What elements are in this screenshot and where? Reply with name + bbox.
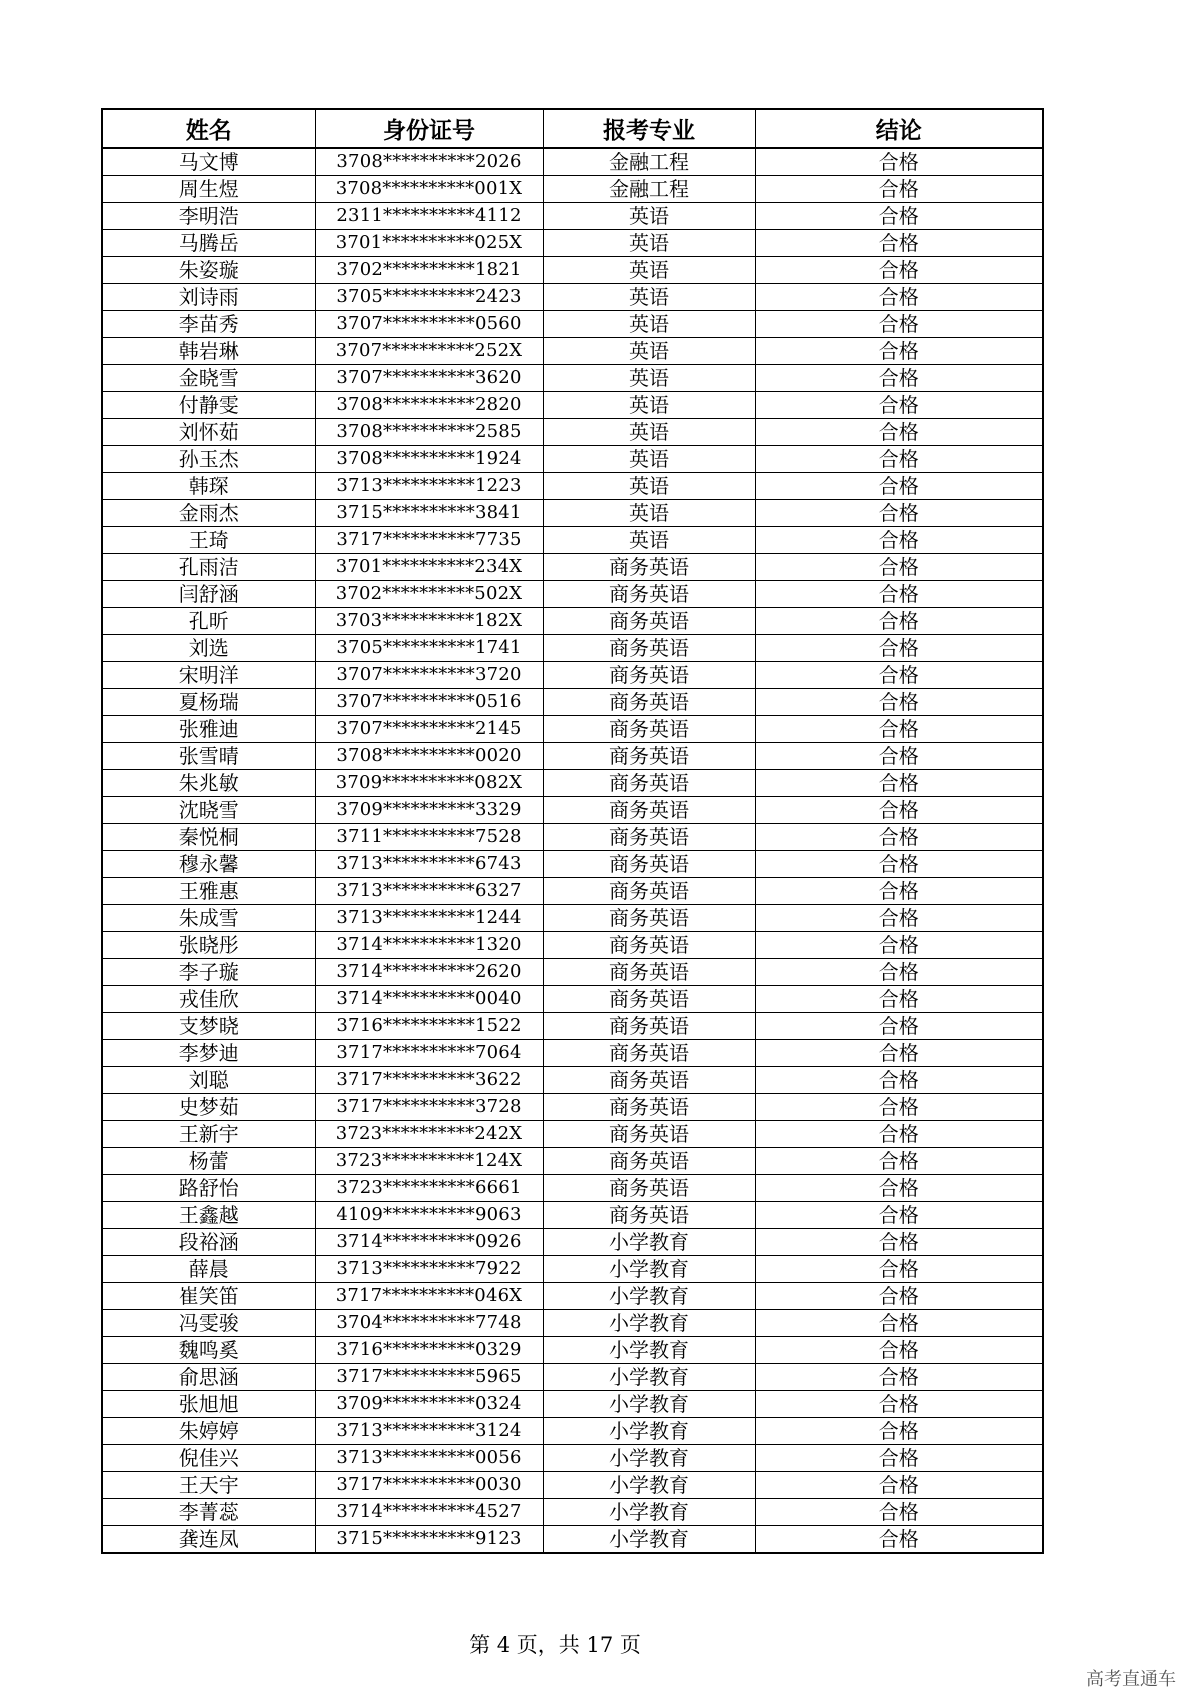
table-row [102, 1499, 1043, 1526]
cell-id-number: 3714**********1320 [315, 932, 543, 959]
table-row [102, 1040, 1043, 1067]
cell-conclusion: 合格 [755, 635, 1043, 662]
table-row [102, 1175, 1043, 1202]
cell-id-number: 3713**********1244 [315, 905, 543, 932]
cell-id-number: 3705**********2423 [315, 284, 543, 311]
header-id-number: 身份证号 [315, 109, 543, 148]
cell-major: 小学教育 [543, 1526, 755, 1554]
table-row [102, 1148, 1043, 1175]
cell-name: 李明浩 [102, 203, 315, 230]
cell-name: 崔笑笛 [102, 1283, 315, 1310]
cell-major: 商务英语 [543, 743, 755, 770]
cell-name: 周生煜 [102, 176, 315, 203]
table-row [102, 1526, 1043, 1554]
table-row [102, 959, 1043, 986]
cell-id-number: 3723**********6661 [315, 1175, 543, 1202]
cell-conclusion: 合格 [755, 797, 1043, 824]
cell-id-number: 3717**********046X [315, 1283, 543, 1310]
cell-major: 英语 [543, 446, 755, 473]
table-row [102, 743, 1043, 770]
cell-id-number: 3717**********0030 [315, 1472, 543, 1499]
cell-name: 夏杨瑞 [102, 689, 315, 716]
cell-major: 商务英语 [543, 986, 755, 1013]
cell-name: 戎佳欣 [102, 986, 315, 1013]
table-row [102, 1364, 1043, 1391]
cell-name: 马文博 [102, 148, 315, 176]
cell-id-number: 3707**********0560 [315, 311, 543, 338]
cell-name: 马腾岳 [102, 230, 315, 257]
cell-conclusion: 合格 [755, 1364, 1043, 1391]
table-row [102, 932, 1043, 959]
cell-id-number: 3714**********2620 [315, 959, 543, 986]
watermark: 高考直通车 [1086, 1669, 1176, 1690]
cell-id-number: 3704**********7748 [315, 1310, 543, 1337]
cell-name: 魏鸣奚 [102, 1337, 315, 1364]
cell-name: 孔雨洁 [102, 554, 315, 581]
cell-major: 英语 [543, 284, 755, 311]
cell-id-number: 3703**********182X [315, 608, 543, 635]
cell-name: 宋明洋 [102, 662, 315, 689]
cell-conclusion: 合格 [755, 284, 1043, 311]
cell-conclusion: 合格 [755, 500, 1043, 527]
cell-id-number: 3702**********502X [315, 581, 543, 608]
cell-id-number: 3705**********1741 [315, 635, 543, 662]
cell-major: 英语 [543, 527, 755, 554]
cell-name: 李子璇 [102, 959, 315, 986]
cell-conclusion: 合格 [755, 1445, 1043, 1472]
cell-major: 商务英语 [543, 1175, 755, 1202]
cell-major: 商务英语 [543, 716, 755, 743]
cell-conclusion: 合格 [755, 1337, 1043, 1364]
table-row [102, 338, 1043, 365]
cell-name: 王新宇 [102, 1121, 315, 1148]
cell-id-number: 3707**********2145 [315, 716, 543, 743]
cell-major: 商务英语 [543, 1121, 755, 1148]
cell-major: 商务英语 [543, 635, 755, 662]
cell-conclusion: 合格 [755, 743, 1043, 770]
cell-major: 英语 [543, 365, 755, 392]
cell-name: 龚连凤 [102, 1526, 315, 1554]
cell-conclusion: 合格 [755, 689, 1043, 716]
table-row [102, 608, 1043, 635]
table-row [102, 1067, 1043, 1094]
table-row [102, 824, 1043, 851]
cell-major: 小学教育 [543, 1283, 755, 1310]
cell-major: 商务英语 [543, 1040, 755, 1067]
cell-id-number: 3709**********3329 [315, 797, 543, 824]
cell-conclusion: 合格 [755, 1148, 1043, 1175]
cell-name: 闫舒涵 [102, 581, 315, 608]
cell-id-number: 3709**********082X [315, 770, 543, 797]
cell-name: 沈晓雪 [102, 797, 315, 824]
table-row [102, 527, 1043, 554]
cell-conclusion: 合格 [755, 419, 1043, 446]
cell-id-number: 3701**********025X [315, 230, 543, 257]
cell-conclusion: 合格 [755, 770, 1043, 797]
cell-major: 小学教育 [543, 1418, 755, 1445]
table-row [102, 662, 1043, 689]
cell-id-number: 3715**********3841 [315, 500, 543, 527]
table-row [102, 689, 1043, 716]
cell-name: 王鑫越 [102, 1202, 315, 1229]
cell-major: 商务英语 [543, 824, 755, 851]
table-row [102, 635, 1043, 662]
table-row [102, 1256, 1043, 1283]
cell-major: 小学教育 [543, 1310, 755, 1337]
cell-major: 商务英语 [543, 932, 755, 959]
cell-major: 商务英语 [543, 1067, 755, 1094]
cell-id-number: 3717**********3728 [315, 1094, 543, 1121]
page-number: 第 4 页，共 17 页 [469, 1633, 641, 1657]
table-row [102, 1283, 1043, 1310]
header-conclusion: 结论 [755, 109, 1043, 148]
table-row [102, 311, 1043, 338]
cell-major: 英语 [543, 257, 755, 284]
table-row [102, 230, 1043, 257]
cell-id-number: 3702**********1821 [315, 257, 543, 284]
cell-id-number: 3714**********0926 [315, 1229, 543, 1256]
cell-major: 商务英语 [543, 608, 755, 635]
cell-major: 商务英语 [543, 905, 755, 932]
cell-major: 商务英语 [543, 1202, 755, 1229]
cell-conclusion: 合格 [755, 1094, 1043, 1121]
cell-major: 商务英语 [543, 959, 755, 986]
cell-id-number: 4109**********9063 [315, 1202, 543, 1229]
table-row [102, 148, 1043, 176]
table-row [102, 365, 1043, 392]
cell-name: 韩岩琳 [102, 338, 315, 365]
table-row [102, 1337, 1043, 1364]
cell-conclusion: 合格 [755, 1526, 1043, 1554]
cell-major: 小学教育 [543, 1337, 755, 1364]
cell-id-number: 3713**********0056 [315, 1445, 543, 1472]
table-body [102, 148, 1043, 1553]
cell-conclusion: 合格 [755, 311, 1043, 338]
cell-name: 张旭旭 [102, 1391, 315, 1418]
cell-id-number: 3707**********252X [315, 338, 543, 365]
cell-id-number: 3713**********6743 [315, 851, 543, 878]
table-row [102, 284, 1043, 311]
cell-major: 商务英语 [543, 1013, 755, 1040]
cell-conclusion: 合格 [755, 1283, 1043, 1310]
header-name: 姓名 [102, 109, 315, 148]
cell-conclusion: 合格 [755, 1013, 1043, 1040]
cell-id-number: 3715**********9123 [315, 1526, 543, 1554]
cell-id-number: 3709**********0324 [315, 1391, 543, 1418]
cell-name: 张雪晴 [102, 743, 315, 770]
cell-major: 小学教育 [543, 1445, 755, 1472]
cell-conclusion: 合格 [755, 1229, 1043, 1256]
cell-name: 孔昕 [102, 608, 315, 635]
cell-name: 段裕涵 [102, 1229, 315, 1256]
cell-major: 英语 [543, 500, 755, 527]
cell-name: 韩琛 [102, 473, 315, 500]
cell-conclusion: 合格 [755, 392, 1043, 419]
table-row [102, 1094, 1043, 1121]
cell-major: 商务英语 [543, 851, 755, 878]
cell-conclusion: 合格 [755, 257, 1043, 284]
cell-name: 刘诗雨 [102, 284, 315, 311]
cell-id-number: 3717**********7735 [315, 527, 543, 554]
cell-conclusion: 合格 [755, 959, 1043, 986]
table-row [102, 797, 1043, 824]
table-row [102, 446, 1043, 473]
cell-id-number: 3708**********2820 [315, 392, 543, 419]
cell-major: 商务英语 [543, 1094, 755, 1121]
cell-id-number: 3708**********0020 [315, 743, 543, 770]
cell-id-number: 3714**********0040 [315, 986, 543, 1013]
cell-major: 英语 [543, 230, 755, 257]
cell-name: 朱成雪 [102, 905, 315, 932]
cell-major: 金融工程 [543, 148, 755, 176]
cell-major: 小学教育 [543, 1364, 755, 1391]
cell-name: 张雅迪 [102, 716, 315, 743]
cell-conclusion: 合格 [755, 338, 1043, 365]
cell-name: 俞思涵 [102, 1364, 315, 1391]
cell-conclusion: 合格 [755, 932, 1043, 959]
cell-conclusion: 合格 [755, 662, 1043, 689]
table-row [102, 473, 1043, 500]
cell-id-number: 2311**********4112 [315, 203, 543, 230]
cell-conclusion: 合格 [755, 527, 1043, 554]
cell-name: 王天宇 [102, 1472, 315, 1499]
cell-name: 朱兆敏 [102, 770, 315, 797]
table-row [102, 176, 1043, 203]
cell-conclusion: 合格 [755, 148, 1043, 176]
cell-major: 金融工程 [543, 176, 755, 203]
cell-name: 刘聪 [102, 1067, 315, 1094]
cell-id-number: 3716**********1522 [315, 1013, 543, 1040]
cell-name: 金雨杰 [102, 500, 315, 527]
cell-name: 张晓彤 [102, 932, 315, 959]
cell-id-number: 3707**********3720 [315, 662, 543, 689]
table-row [102, 500, 1043, 527]
cell-conclusion: 合格 [755, 203, 1043, 230]
cell-conclusion: 合格 [755, 1121, 1043, 1148]
cell-id-number: 3707**********3620 [315, 365, 543, 392]
cell-conclusion: 合格 [755, 554, 1043, 581]
cell-major: 英语 [543, 311, 755, 338]
cell-id-number: 3717**********7064 [315, 1040, 543, 1067]
cell-name: 刘怀茹 [102, 419, 315, 446]
cell-conclusion: 合格 [755, 365, 1043, 392]
cell-name: 史梦茹 [102, 1094, 315, 1121]
table-row [102, 1013, 1043, 1040]
cell-conclusion: 合格 [755, 1499, 1043, 1526]
cell-conclusion: 合格 [755, 581, 1043, 608]
cell-id-number: 3723**********124X [315, 1148, 543, 1175]
cell-conclusion: 合格 [755, 1175, 1043, 1202]
results-table [101, 108, 1044, 1554]
cell-major: 商务英语 [543, 797, 755, 824]
cell-id-number: 3723**********242X [315, 1121, 543, 1148]
cell-conclusion: 合格 [755, 1067, 1043, 1094]
cell-name: 冯雯骏 [102, 1310, 315, 1337]
cell-major: 英语 [543, 419, 755, 446]
table-row [102, 986, 1043, 1013]
cell-major: 商务英语 [543, 878, 755, 905]
cell-major: 英语 [543, 473, 755, 500]
cell-name: 路舒怡 [102, 1175, 315, 1202]
cell-conclusion: 合格 [755, 905, 1043, 932]
table-row [102, 878, 1043, 905]
cell-major: 小学教育 [543, 1256, 755, 1283]
cell-major: 英语 [543, 338, 755, 365]
cell-id-number: 3717**********5965 [315, 1364, 543, 1391]
cell-name: 支梦晓 [102, 1013, 315, 1040]
table-row [102, 1445, 1043, 1472]
cell-major: 英语 [543, 392, 755, 419]
cell-conclusion: 合格 [755, 1418, 1043, 1445]
cell-id-number: 3708**********2585 [315, 419, 543, 446]
table-row [102, 203, 1043, 230]
cell-id-number: 3717**********3622 [315, 1067, 543, 1094]
table-row [102, 419, 1043, 446]
cell-conclusion: 合格 [755, 176, 1043, 203]
table-row [102, 581, 1043, 608]
cell-conclusion: 合格 [755, 824, 1043, 851]
table-row [102, 1229, 1043, 1256]
table-row [102, 257, 1043, 284]
cell-conclusion: 合格 [755, 230, 1043, 257]
cell-conclusion: 合格 [755, 851, 1043, 878]
cell-conclusion: 合格 [755, 1040, 1043, 1067]
cell-name: 薛晨 [102, 1256, 315, 1283]
cell-name: 朱姿璇 [102, 257, 315, 284]
header-row [102, 109, 1043, 148]
cell-major: 商务英语 [543, 770, 755, 797]
table-row [102, 905, 1043, 932]
cell-conclusion: 合格 [755, 716, 1043, 743]
cell-name: 倪佳兴 [102, 1445, 315, 1472]
cell-id-number: 3711**********7528 [315, 824, 543, 851]
cell-conclusion: 合格 [755, 1256, 1043, 1283]
header-major: 报考专业 [543, 109, 755, 148]
cell-id-number: 3713**********7922 [315, 1256, 543, 1283]
cell-conclusion: 合格 [755, 473, 1043, 500]
cell-name: 刘选 [102, 635, 315, 662]
cell-name: 朱婷婷 [102, 1418, 315, 1445]
cell-id-number: 3701**********234X [315, 554, 543, 581]
cell-id-number: 3707**********0516 [315, 689, 543, 716]
cell-id-number: 3713**********6327 [315, 878, 543, 905]
cell-major: 小学教育 [543, 1229, 755, 1256]
cell-name: 李梦迪 [102, 1040, 315, 1067]
cell-name: 付静雯 [102, 392, 315, 419]
cell-id-number: 3713**********3124 [315, 1418, 543, 1445]
cell-id-number: 3714**********4527 [315, 1499, 543, 1526]
table-row [102, 1391, 1043, 1418]
cell-major: 商务英语 [543, 581, 755, 608]
cell-major: 商务英语 [543, 1148, 755, 1175]
cell-conclusion: 合格 [755, 878, 1043, 905]
cell-major: 商务英语 [543, 554, 755, 581]
cell-id-number: 3713**********1223 [315, 473, 543, 500]
cell-id-number: 3716**********0329 [315, 1337, 543, 1364]
cell-conclusion: 合格 [755, 446, 1043, 473]
cell-name: 穆永馨 [102, 851, 315, 878]
table-row [102, 1472, 1043, 1499]
cell-conclusion: 合格 [755, 1310, 1043, 1337]
cell-name: 孙玉杰 [102, 446, 315, 473]
cell-name: 王琦 [102, 527, 315, 554]
table-row [102, 1418, 1043, 1445]
cell-id-number: 3708**********001X [315, 176, 543, 203]
table-row [102, 770, 1043, 797]
table-row [102, 392, 1043, 419]
cell-name: 杨蕾 [102, 1148, 315, 1175]
cell-id-number: 3708**********2026 [315, 148, 543, 176]
table-row [102, 1121, 1043, 1148]
cell-major: 小学教育 [543, 1391, 755, 1418]
cell-conclusion: 合格 [755, 986, 1043, 1013]
table-row [102, 851, 1043, 878]
cell-name: 秦悦桐 [102, 824, 315, 851]
table-row [102, 1202, 1043, 1229]
cell-name: 金晓雪 [102, 365, 315, 392]
table-row [102, 716, 1043, 743]
cell-conclusion: 合格 [755, 1202, 1043, 1229]
cell-name: 王雅惠 [102, 878, 315, 905]
table-row [102, 554, 1043, 581]
cell-conclusion: 合格 [755, 608, 1043, 635]
cell-major: 英语 [543, 203, 755, 230]
table-row [102, 1310, 1043, 1337]
cell-major: 小学教育 [543, 1499, 755, 1526]
cell-major: 商务英语 [543, 689, 755, 716]
cell-id-number: 3708**********1924 [315, 446, 543, 473]
cell-conclusion: 合格 [755, 1472, 1043, 1499]
cell-name: 李苗秀 [102, 311, 315, 338]
cell-conclusion: 合格 [755, 1391, 1043, 1418]
cell-major: 小学教育 [543, 1472, 755, 1499]
cell-major: 商务英语 [543, 662, 755, 689]
cell-name: 李菁蕊 [102, 1499, 315, 1526]
